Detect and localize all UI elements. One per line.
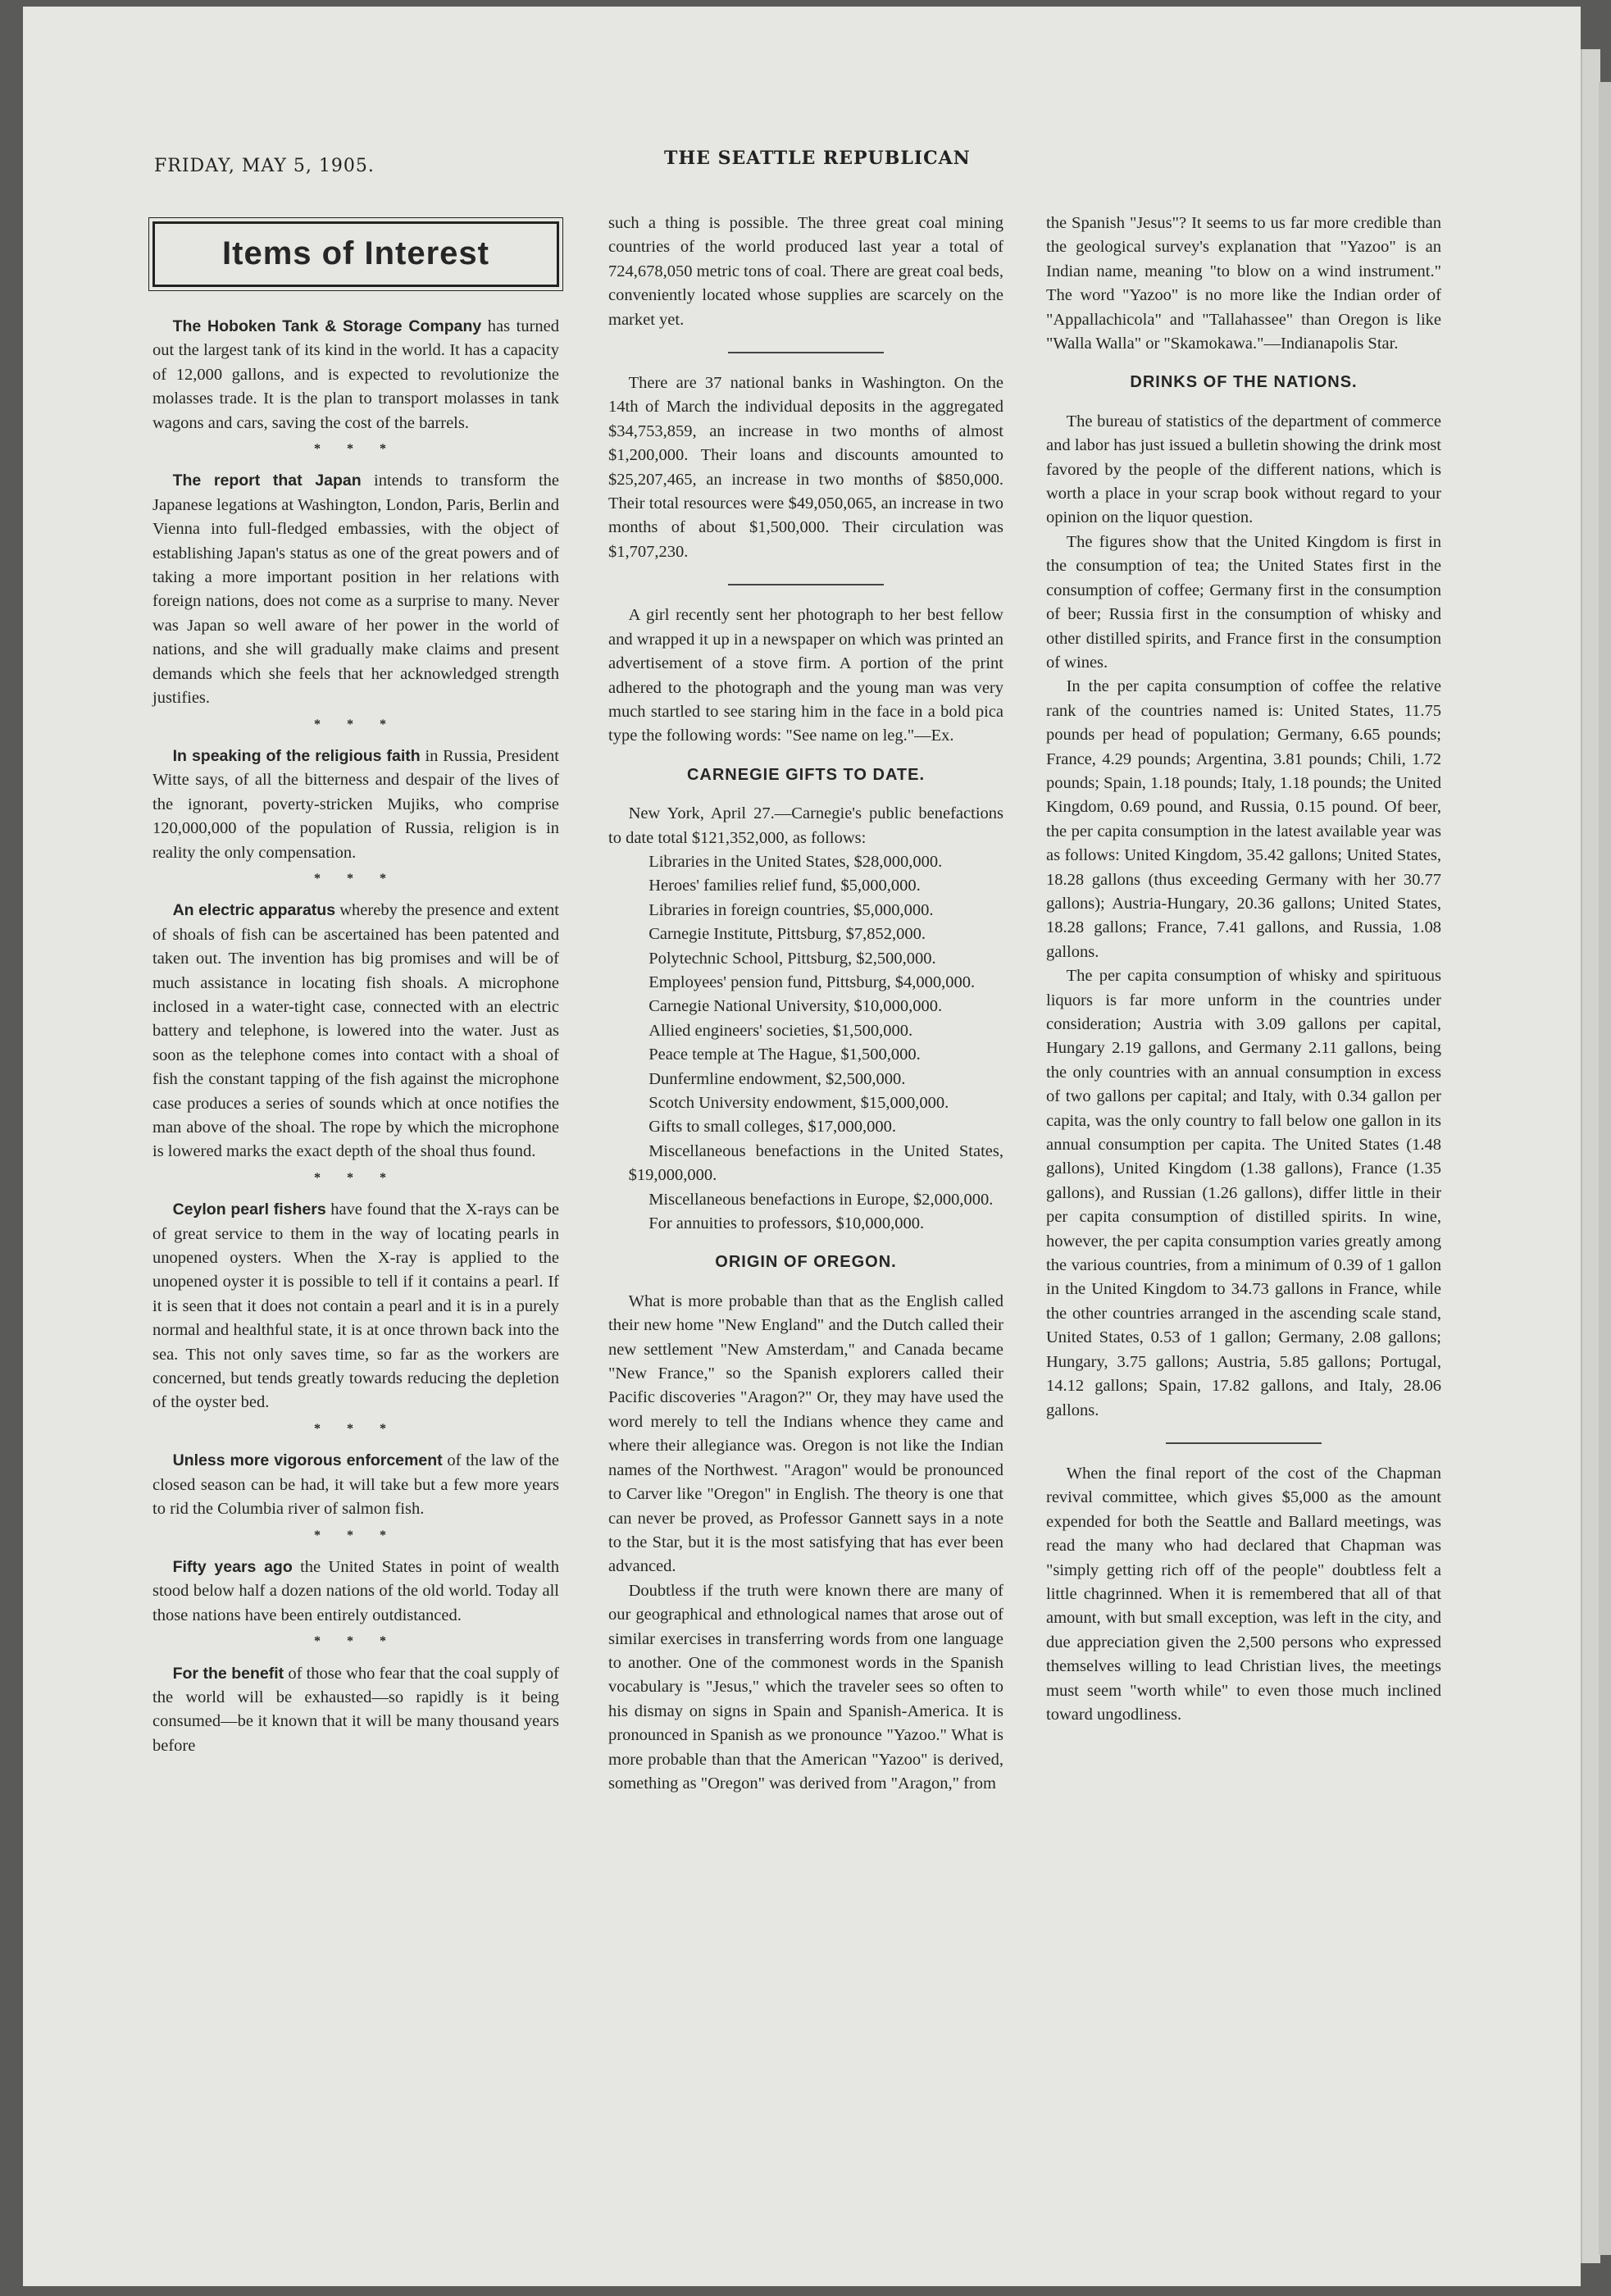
newspaper-page (23, 7, 1581, 2286)
separator-stars: * * * (314, 1421, 398, 1436)
drinks-paragraph: The figures show that the United Kingdom is first in the consumption of tea; the United States first in the consumption of coffee; Germany first in the consumption of beer; Russia first in the consumption of whisky and other distilled spirits, and France first in the consumption of wines. (1046, 532, 1441, 672)
carnegie-heading: CARNEGIE GIFTS TO DATE. (686, 765, 926, 784)
section-title-box (152, 221, 559, 287)
carnegie-gift-list (608, 850, 1003, 1237)
divider-rule (728, 584, 884, 585)
item-text: whereby the presence and extent of shoals of fish can be ascertained has been patented and taken out. The invention has big promises and will be of much assistance in locating fish shoals. A microphone inclosed in a water-tight case, connected with an electric battery and telephone, is lowered into the water. Just as soon as the telephone comes into contact with a shoal of fish the constant tapping of the fish against the microphone case produces a series of sounds which at once notifies the man above of the shoal. The rope by which the microphone is lowered marks the exact depth of the shoal thus found. (152, 901, 559, 1161)
separator-stars: * * * (314, 442, 398, 457)
chapman-paragraph: When the final report of the cost of the Chapman revival committee, which gives $5,000 as the amount expended for both the Seattle and Ballard meetings, was read the many who had declared that Chapman was "simply getting rich off of the people" doubtless felt a little chagrinned. When it is remembered that all of that amount, with but small exception, was left in the city, and due appreciation given the 2,500 persons who expressed themselves willing to lead Christian lives, the meetings must seem "worth while" to even those much inclined toward ungodliness. (1046, 1464, 1441, 1724)
newspaper-name: THE SEATTLE REPUBLICAN (664, 148, 971, 169)
gift-item: Scotch University endowment, $15,000,000. (648, 1094, 949, 1112)
column-1 (152, 221, 559, 1758)
gift-item: Heroes' families relief fund, $5,000,000. (648, 877, 921, 895)
item-paragraph (152, 1198, 559, 1415)
item-lead: In speaking of the religious faith (172, 746, 421, 765)
separator-stars: * * * (314, 717, 398, 731)
gift-item: Libraries in foreign countries, $5,000,000. (648, 900, 934, 919)
drinks-paragraph: In the per capita consumption of coffee the relative rank of the countries named is: United States, 11.75 pounds per head of population; Germany, 6.65 pounds; France, 4.29 pounds; Argentina, 3.81 pounds; Chili, 1.72 pounds; Spain, 1.18 pounds; Italy, 1.18 pounds; the United Kingdom, 0.69 pound, and Russia, 0.15 pound. Of beer, the per capita consumption in the latest available year was as follows: United Kingdom, 35.42 gallons; United States, 18.28 gallons (thus exceeding Germany with her 30.77 gallons); Austria-Hungary, 20.36 gallons; United States, 18.28 gallons; France, 7.41 gallons, and Russia, 1.08 gallons. (1046, 677, 1441, 961)
separator-stars: * * * (314, 1170, 398, 1185)
item-lead: An electric apparatus (172, 901, 336, 920)
carnegie-intro: New York, April 27.—Carnegie's public benefactions to date total $121,352,000, as follows: (608, 804, 1003, 847)
item-lead: The Hoboken Tank & Storage Company (172, 317, 482, 335)
item-text: have found that the X-rays can be of great service to them in the way of locating pearls in unopened oysters. When the X-ray is applied to the unopened oyster it is possible to tell if it contains a pearl. If it is seen that it does not contain a pearl and it is in a purely normal and healthful state, it is at once thrown back into the sea. This not only saves time, so far as the workers are concerned, but tends greatly towards reducing the depletion of the oyster bed. (152, 1200, 559, 1412)
gift-item: Carnegie National University, $10,000,000. (648, 997, 943, 1016)
item-lead: Ceylon pearl fishers (172, 1200, 326, 1219)
item-text: in Russia, President Witte says, of all the bitterness and despair of the lives of the ignorant, poverty-stricken Mujiks, who comprise 120,000,000 of the population of Russia, religion is in reality the only compensation. (152, 746, 559, 862)
separator-stars: * * * (314, 1528, 398, 1542)
issue-date: FRIDAY, MAY 5, 1905. (154, 156, 375, 176)
gift-item: Employees' pension fund, Pittsburg, $4,000,000. (648, 973, 976, 991)
gift-item: Peace temple at The Hague, $1,500,000. (648, 1046, 921, 1064)
gift-item: Polytechnic School, Pittsburg, $2,500,000. (648, 949, 936, 968)
item-text: the United States in point of wealth stood below half a dozen nations of the old world. Today all those nations have been entirely outdistanced. (152, 1557, 559, 1624)
page-edge (1581, 49, 1600, 2263)
item-lead: For the benefit (172, 1664, 284, 1683)
drinks-paragraph: The bureau of statistics of the department of commerce and labor has just issued a bulletin showing the drink most favored by the people of the different nations, which is worth a place in your scrap book without regard to your opinion on the liquor question. (1046, 412, 1441, 527)
item-lead: The report that Japan (172, 472, 362, 490)
separator-stars: * * * (314, 1634, 398, 1649)
gift-item: Gifts to small colleges, $17,000,000. (648, 1118, 896, 1137)
item-paragraph (152, 315, 559, 435)
column-2 (608, 212, 1003, 1796)
gift-item: Carnegie Institute, Pittsburg, $7,852,000. (648, 925, 926, 944)
gift-item: Allied engineers' societies, $1,500,000. (648, 1021, 913, 1040)
oregon-paragraph: Doubtless if the truth were known there are many of our geographical and ethnological names that arose out of similar exercises in transferring words from one language to another. One of the commonest words in the Spanish vocabulary is "Jesus," which the traveler sees so often to his dismay on signs in Spain and Spanish-America. It is pronounced in Spanish as we pronounce "Yazoo." What is more probable than that the American "Yazoo" is derived, something as "Oregon" was derived from "Aragon," from (608, 1581, 1003, 1793)
item-paragraph (152, 1662, 559, 1759)
gift-item: Dunfermline endowment, $2,500,000. (648, 1069, 906, 1088)
divider-rule (1166, 1442, 1322, 1444)
item-paragraph (152, 745, 559, 865)
drinks-paragraph: The per capita consumption of whisky and spirituous liquors is far more unform in the countries under consideration; Austria with 3.09 gallons per capital, Hungary 2.19 gallons, and Germany 2.11 gallons, being the only countries with an annual consumption in excess of two gallons per capital; and Italy, with 0.34 gallon per capita, was the only country to fall below one gallon in its annual consumption per capita. The United States (1.48 gallons), United Kingdom (1.38 gallons), France (1.35 gallons), and Russian (1.26 gallons), differ little in their per capita consumption of distilled spirits. In wine, however, the per capita consumption varies greatly among the various countries, from a minimum of 0.39 of 1 gallon in the United Kingdom to 34.73 gallons in France, while the other countries arranged in the ascending scale stand, United States, 0.53 of 1 gallon; Germany, 2.08 gallons; Hungary, 3.75 gallons; Austria, 5.85 gallons; Portugal, 14.12 gallons; Spain, 17.82 gallons, and Italy, 28.06 gallons. (1046, 967, 1441, 1419)
item-paragraph (152, 1556, 559, 1628)
oregon-paragraph: What is more probable than that as the English called their new home "New England" and the Dutch called their new settlement "New Amsterdam," and Canada became "New France," so the Spanish explorers called their Pacific discoveries "Aragon?" Or, they may have used the word merely to tell the Indians whence they came and where their allegiance was. Oregon is not like the Indian names of the Northwest. "Aragon" would be pronounced to Carver like "Oregon" in English. The theory is one that can never be proved, as Professor Gannett says in a note to the Star, but it is the most satisfying that has ever been advanced. (608, 1292, 1003, 1576)
item-lead: Fifty years ago (172, 1557, 293, 1576)
divider-rule (728, 352, 884, 353)
oregon-heading: ORIGIN OF OREGON. (715, 1253, 897, 1272)
column-3 (1046, 212, 1441, 1727)
gift-item: Miscellaneous benefactions in Europe, $2,000,000. (648, 1190, 994, 1209)
coal-continuation: such a thing is possible. The three great coal mining countries of the world produced last year a total of 724,678,050 metric tons of coal. There are great coal beds, conveniently located whose supplies are scarcely on the market yet. (608, 214, 1003, 329)
section-title: Items of Interest (222, 235, 489, 271)
item-lead: Unless more vigorous enforcement (172, 1451, 443, 1470)
item-text: intends to transform the Japanese legations at Washington, London, Paris, Berlin and Vienna into full-fledged embassies, with the object of establishing Japan's status as one of the great powers and of taking a more important position in her relations with foreign nations, does not come as a surprise to many. Never was Japan so well aware of her power in the world of nations, and she will gradually make claims and present demands which she feels that her acknowledged strength justifies. (152, 472, 559, 708)
gift-item: Miscellaneous benefactions in the United States, $19,000,000. (628, 1141, 1003, 1185)
banks-paragraph: There are 37 national banks in Washington. On the 14th of March the individual deposits in the aggregated $34,753,859, an increase in two months of almost $1,200,000. Their loans and discounts amounted to $25,207,465, an increase in two months of $850,000. Their total resources were $49,050,065, an increase in two months of about $1,500,000. Their circulation was $1,707,230. (608, 374, 1003, 561)
drinks-heading: DRINKS OF THE NATIONS. (1130, 373, 1358, 392)
item-paragraph (152, 899, 559, 1164)
separator-stars: * * * (314, 871, 398, 886)
item-text: of the law of the closed season can be had, it will take but a few more years to rid the Columbia river of salmon fish. (152, 1451, 559, 1519)
item-paragraph (152, 469, 559, 710)
item-text: has turned out the largest tank of its kind in the world. It has a capacity of 12,000 gallons, and is expected to revolutionize the molasses trade. It is the plan to transport molasses in tank wagons and cars, saving the cost of the barrels. (152, 317, 559, 432)
item-paragraph (152, 1449, 559, 1521)
page-edge-shadow (1599, 82, 1611, 2255)
gift-item: Libraries in the United States, $28,000,000. (648, 852, 943, 871)
gift-item: For annuities to professors, $10,000,000. (648, 1214, 925, 1233)
item-text: of those who fear that the coal supply of the world will be exhausted—so rapidly is it being consumed—be it known that it will be many thousand years before (152, 1664, 559, 1755)
photograph-paragraph: A girl recently sent her photograph to her best fellow and wrapped it up in a newspaper on which was printed an advertisement of a stove firm. A portion of the print adhered to the photograph and the young man was very much startled to see staring him in the face in a bold pica type the following words: "See name on leg."—Ex. (608, 606, 1003, 745)
oregon-continuation: the Spanish "Jesus"? It seems to us far more credible than the geological survey's explanation that "Yazoo" is an Indian name, meaning "to blow on a wind instrument." The word "Yazoo" is no more like the Indian order of "Appallachicola" and "Tallahassee" than Oregon is like "Walla Walla" or "Skamokawa."—Indianapolis Star. (1046, 214, 1441, 353)
